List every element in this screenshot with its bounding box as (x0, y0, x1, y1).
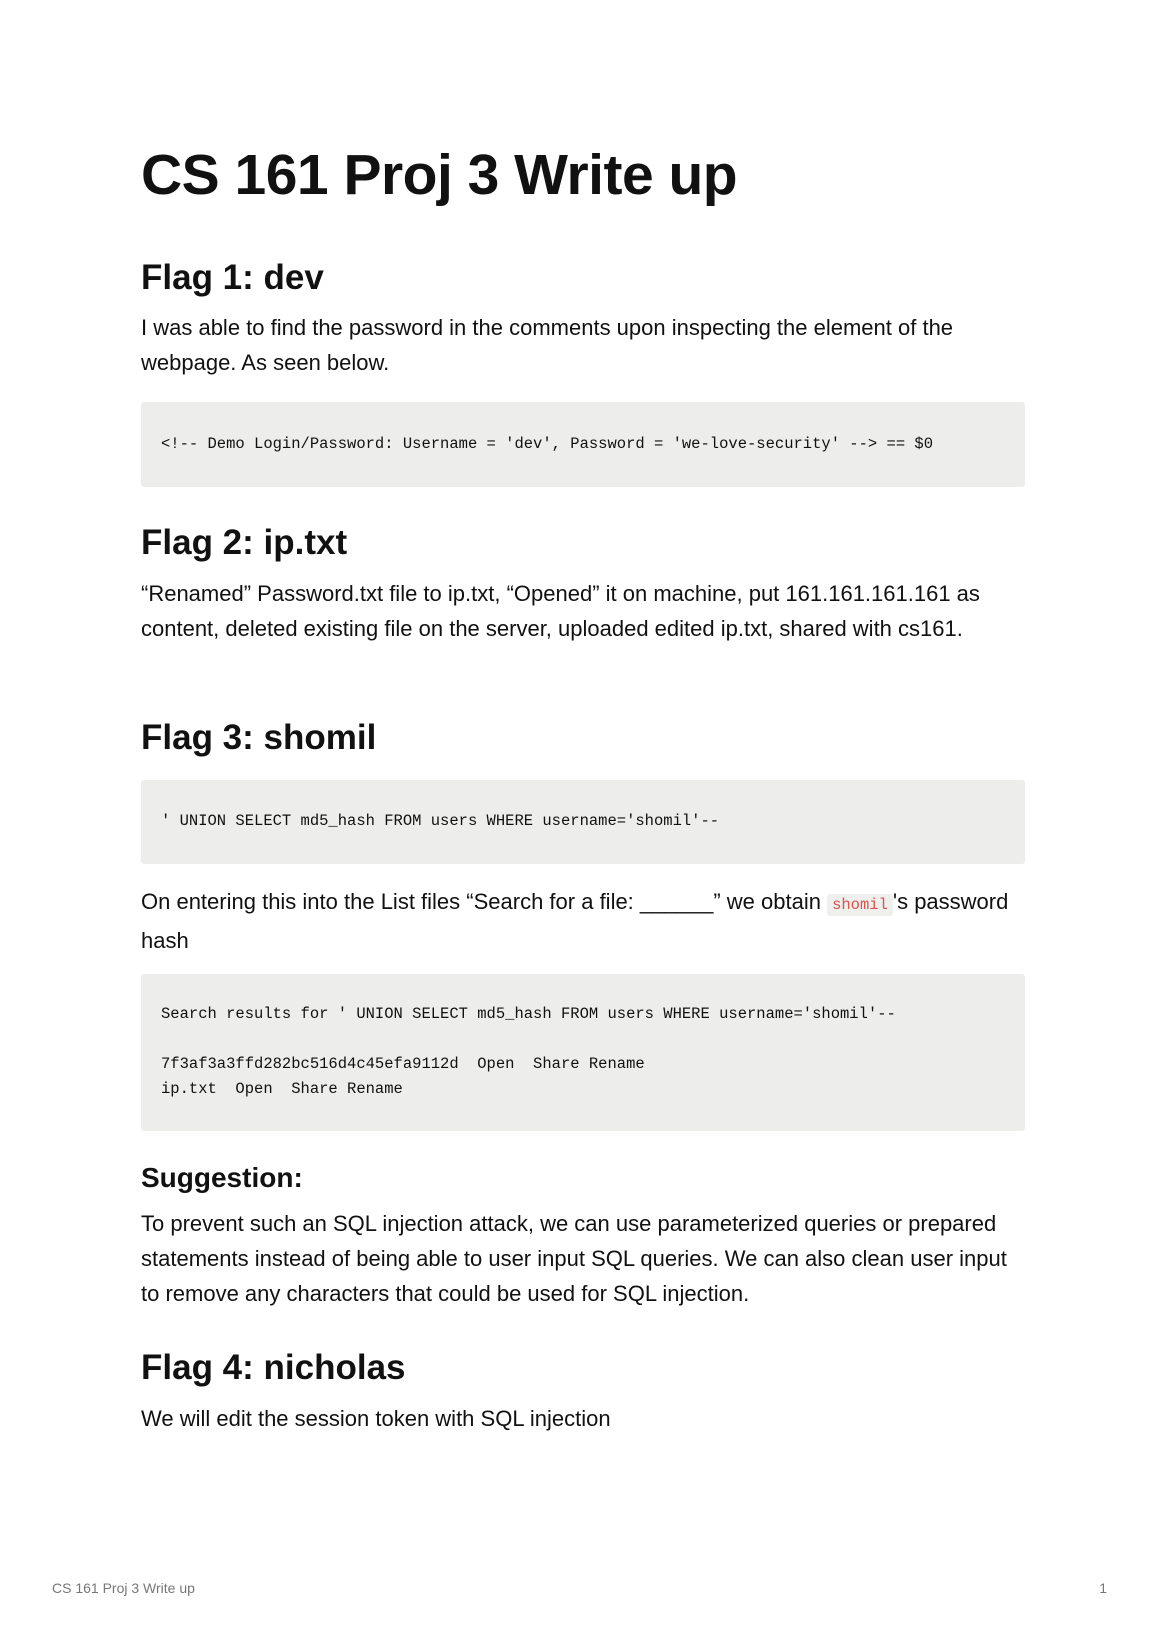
code-line: <!-- Demo Login/Password: Username = 'dev', Password = 'we-love-security' --> == $0 (161, 435, 934, 453)
footer-page-number: 1 (1099, 1580, 1107, 1596)
code-line-blank (161, 1027, 1005, 1052)
flag-1-code-block (141, 402, 1025, 487)
suggestion-paragraph: To prevent such an SQL injection attack, we can use parameterized queries or prepared statements instead of being able to user input SQL queries. We can also clean user input to remove any characters that could be used for SQL injection. (141, 1211, 1007, 1306)
flag-2-paragraph: “Renamed” Password.txt file to ip.txt, “Opened” it on machine, put 161.161.161.161 as content, deleted existing file on the server, uploaded edited ip.txt, shared with cs161. (141, 581, 980, 641)
flag-3-heading: Flag 3: shomil (141, 718, 377, 757)
code-line: ' UNION SELECT md5_hash FROM users WHERE username='shomil'-- (161, 812, 720, 830)
footer-title: CS 161 Proj 3 Write up (52, 1580, 195, 1596)
flag-3-paragraph (141, 884, 1025, 958)
code-line: Search results for ' UNION SELECT md5_hash FROM users WHERE username='shomil'-- (161, 1005, 896, 1023)
page-title: CS 161 Proj 3 Write up (141, 143, 738, 207)
suggestion-heading: Suggestion: (141, 1162, 303, 1193)
flag-1-paragraph: I was able to find the password in the comments upon inspecting the element of the webpage. As seen below. (141, 315, 954, 375)
flag-3-code-block (141, 780, 1025, 864)
inline-code-username: shomil (827, 894, 893, 916)
code-line: 7f3af3a3ffd282bc516d4c45efa9112d Open Share Rename (161, 1055, 645, 1073)
flag-4-paragraph: We will edit the session token with SQL injection (141, 1406, 611, 1431)
flag-3-paragraph-after: 's password hash (141, 889, 1009, 953)
search-results-code-block (141, 974, 1025, 1131)
flag-4-heading: Flag 4: nicholas (141, 1348, 406, 1387)
flag-1-heading: Flag 1: dev (141, 258, 324, 297)
code-line: ip.txt Open Share Rename (161, 1080, 403, 1098)
flag-2-heading: Flag 2: ip.txt (141, 523, 348, 562)
flag-3-paragraph-before: On entering this into the List files “Search for a file: ______” we obtain (141, 889, 828, 914)
